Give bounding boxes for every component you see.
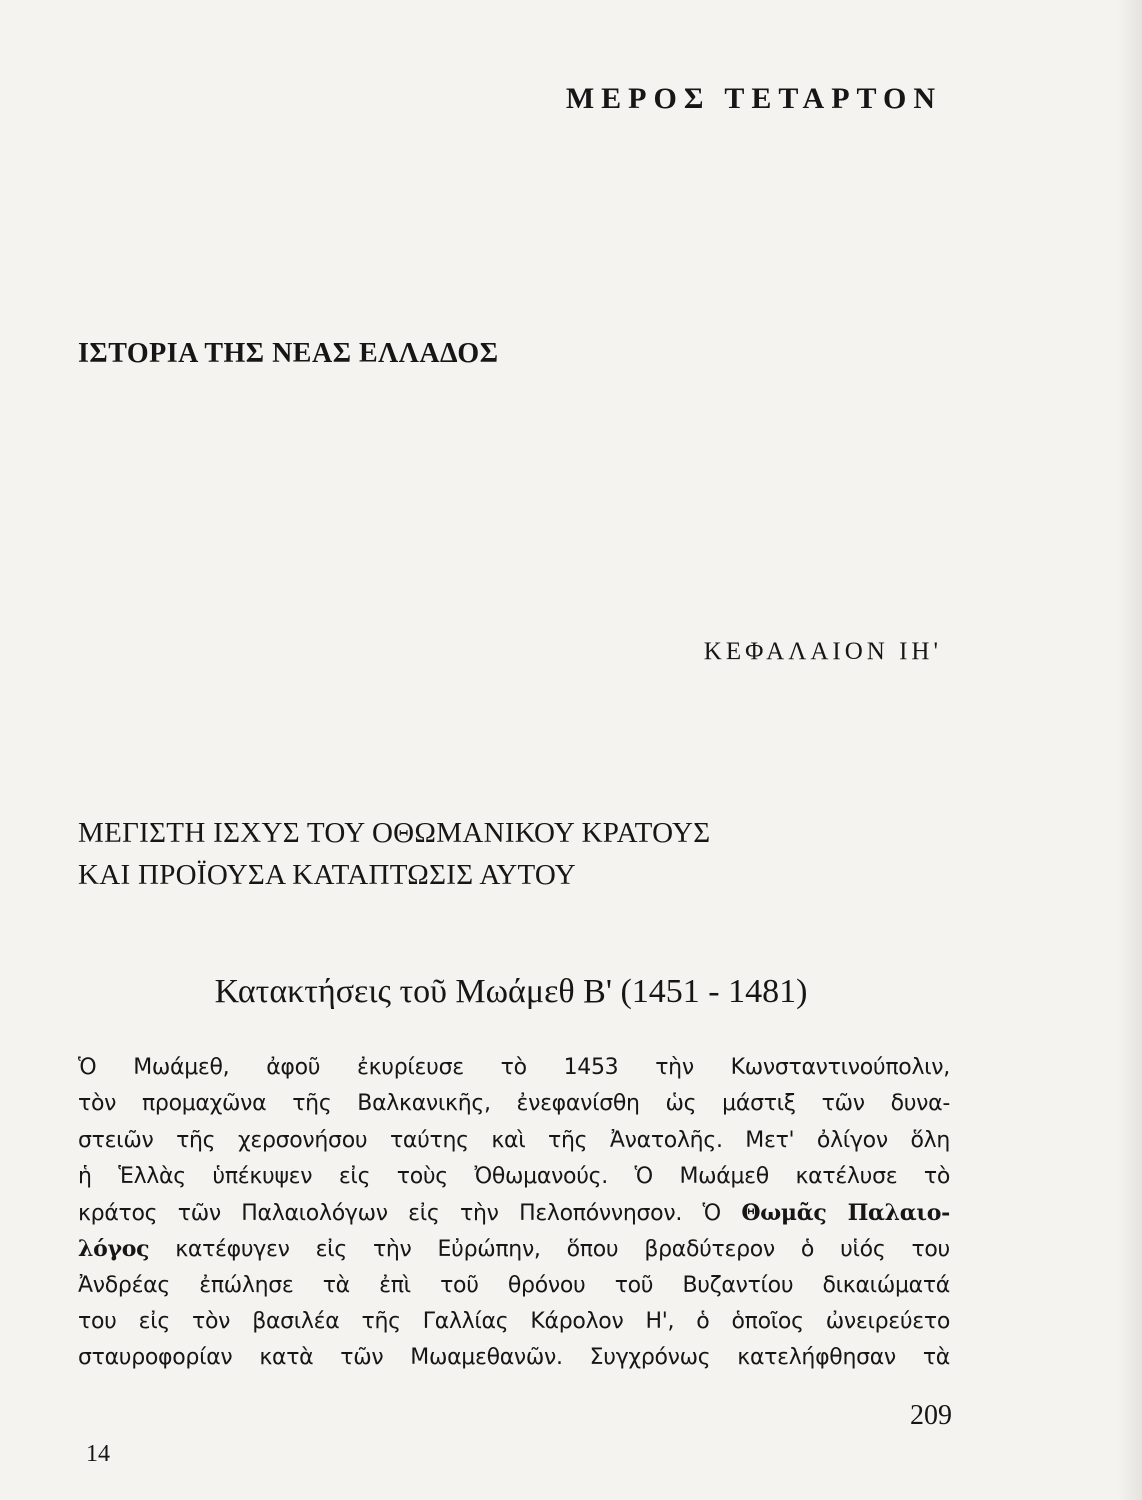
body-line <box>78 1231 950 1267</box>
body-line: ἡ Ἑλλὰς ὑπέκυψεν εἰς τοὺς Ὀθωμανούς. Ὁ Μωάμεθ κατέλυσε τὸ <box>78 1163 950 1189</box>
body-text-span: κράτος τῶν Παλαιολόγων εἰς τὴν Πελοπόννησον. Ὁ <box>78 1201 742 1227</box>
body-line <box>78 1195 950 1231</box>
bold-name-thomas: Θωμᾶς Παλαιο- <box>741 1200 950 1227</box>
part-title: ΜΕΡΟΣ ΤΕΤΑΡΤΟΝ <box>565 82 942 115</box>
body-line: σταυροφορίαν κατὰ τῶν Μωαμεθανῶν. Συγχρόνως κατελήφθησαν τὰ <box>78 1345 950 1371</box>
chapter-title-line-1: ΜΕΓΙΣΤΗ ΙΣΧΥΣ ΤΟΥ ΟΘΩΜΑΝΙΚΟΥ ΚΡΑΤΟΥΣ <box>78 817 711 849</box>
chapter-title <box>78 812 710 896</box>
bold-name-thomas-end: λόγος <box>78 1236 150 1263</box>
body-line: Ἀνδρέας ἐπώλησε τὰ ἐπὶ τοῦ θρόνου τοῦ Βυζαντίου δικαιώματά <box>78 1272 950 1298</box>
chapter-label: ΚΕΦΑΛΑΙΟΝ ΙΗ' <box>703 638 942 665</box>
section-heading: Κατακτήσεις τοῦ Μωάμεθ Β' (1451 - 1481) <box>214 973 808 1010</box>
body-line: τὸν προμαχῶνα τῆς Βαλκανικῆς, ἐνεφανίσθη ὡς μάστιξ τῶν δυνα- <box>78 1091 950 1117</box>
page-edge-shadow <box>1118 0 1142 1500</box>
signature-mark: 14 <box>86 1441 110 1467</box>
body-paragraph <box>78 1050 950 1377</box>
chapter-title-line-2: ΚΑΙ ΠΡΟΪΟΥΣΑ ΚΑΤΑΠΤΩΣΙΣ ΑΥΤΟΥ <box>78 859 576 891</box>
body-line: στειῶν τῆς χερσονήσου ταύτης καὶ τῆς Ἀνατολῆς. Μετ' ὀλίγον ὅλη <box>78 1127 950 1153</box>
body-line: του εἰς τὸν βασιλέα τῆς Γαλλίας Κάρολον Η', ὁ ὁποῖος ὠνειρεύετο <box>78 1309 950 1335</box>
page-number: 209 <box>910 1400 952 1431</box>
body-text-span: κατέφυγεν εἰς τὴν Εὐρώπην, ὅπου βραδύτερον ὁ υἱός του <box>149 1237 950 1263</box>
book-title: ΙΣΤΟΡΙΑ ΤΗΣ ΝΕΑΣ ΕΛΛΑΔΟΣ <box>78 338 499 369</box>
body-line: Ὁ Μωάμεθ, ἀφοῦ ἐκυρίευσε τὸ 1453 τὴν Κωνσταντινούπολιν, <box>78 1055 950 1080</box>
